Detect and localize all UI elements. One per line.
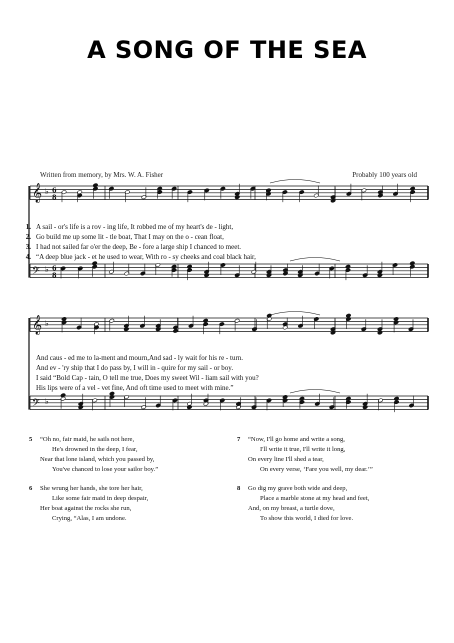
verse-text: And, on my breast, a turtle dove,: [248, 505, 335, 512]
verse-number: 5: [29, 436, 33, 443]
verse-line: [248, 455, 438, 465]
lyric-line: [18, 252, 434, 262]
note-head-icon: [93, 183, 98, 188]
verse-line: [40, 455, 230, 465]
treble-clef-icon: 𝄞: [32, 183, 43, 203]
verse-text: “Now, I'll go home and write a song,: [248, 436, 345, 443]
verse-text: Go dig my grave both wide and deep,: [248, 485, 348, 492]
note-head-icon: [267, 313, 272, 318]
verse-line: [29, 435, 230, 445]
verse-text: Crying, “Alas, I am undone.: [52, 515, 127, 522]
credit-date: Probably 100 years old: [352, 171, 417, 179]
verse-5: [29, 435, 230, 475]
lyric-text: His lips were of a vel - vet fine, And oft time used to meet with mine.”: [36, 384, 234, 392]
flat-sign-icon: ♭: [45, 319, 49, 328]
note-head-icon: [187, 264, 192, 269]
verse-text: You've chanced to lose your sailor boy.”: [52, 466, 159, 473]
verse-line: [40, 514, 230, 524]
lyric-text: I said “Bold Cap - tain, O tell me true, Does my sweet Wil - liam sail with you?: [36, 374, 259, 382]
note-head-icon: [394, 396, 399, 401]
verse-text: I'll write it true, I'll write it long,: [260, 446, 346, 453]
credit-author: Written from memory, by Mrs. W. A. Fisher: [40, 171, 164, 179]
lyric-text: And ev - 'ry ship that I do pass by, I will in - quire for my sail - or boy.: [36, 364, 234, 372]
note-head-icon: [203, 318, 208, 323]
verse-number: 2.: [25, 233, 31, 241]
treble-clef-icon: 𝄞: [32, 315, 43, 335]
note-head-icon: [377, 330, 382, 335]
verse-number: 1.: [25, 223, 31, 231]
verse-text: On every line I'll shed a tear,: [248, 456, 324, 463]
verse-6: [29, 484, 230, 524]
lyric-line: [18, 232, 434, 242]
lyric-line: [18, 383, 434, 393]
lyric-line: [18, 353, 434, 363]
verse-text: “Oh no, fair maid, he sails not here,: [40, 436, 135, 443]
lyric-line: [18, 222, 434, 232]
verse-text: Place a marble stone at my head and feet,: [260, 495, 370, 502]
lyric-line: [18, 373, 434, 383]
song-title: A SONG OF THE SEA: [87, 36, 367, 64]
system-1-lyrics: [18, 222, 434, 262]
verse-line: [248, 504, 438, 514]
note-head-icon: [393, 317, 398, 322]
lyric-text: A sail - or's life is a rov - ing life, It robbed me of my heart's de - light,: [36, 223, 234, 231]
verse-text: Her boat against the rocks she run,: [40, 505, 132, 512]
verse-line: [40, 445, 230, 455]
note-head-icon: [410, 186, 415, 191]
verse-line: [237, 484, 438, 494]
verse-line: [40, 494, 230, 504]
verse-number: 3.: [25, 243, 31, 251]
verse-number: 6: [29, 485, 33, 492]
verse-text: To show this world, I died for love.: [260, 515, 354, 522]
time-signature-icon: 8: [52, 271, 57, 280]
note-head-icon: [78, 405, 83, 410]
lyric-line: [18, 242, 434, 252]
lyric-text: I had not sailed far o'er the deep, Be - fore a large ship I chanced to meet.: [36, 243, 242, 251]
lyric-text: Go build me up some lit - tle boat, That I may on the o - cean float,: [36, 233, 224, 241]
note-head-icon: [204, 273, 209, 278]
note-head-icon: [362, 405, 367, 410]
time-signature-icon: 6: [52, 264, 57, 273]
lyric-line: [18, 363, 434, 373]
flat-sign-icon: ♭: [45, 187, 49, 196]
note-head-icon: [60, 393, 65, 398]
verse-line: [40, 465, 230, 475]
bass-clef-icon: 𝄢: [32, 265, 40, 279]
note-head-icon: [377, 273, 382, 278]
verse-8: [237, 484, 438, 524]
verse-number: 7: [237, 436, 241, 443]
verse-text: She wrung her hands, she tore her hair,: [40, 485, 143, 492]
note-head-icon: [330, 330, 335, 335]
verse-line: [237, 435, 438, 445]
note-head-icon: [330, 198, 335, 203]
system-2-lyrics: [18, 353, 434, 393]
time-signature-icon: 8: [52, 193, 57, 202]
slur-mark: [270, 312, 320, 316]
note-head-icon: [235, 195, 240, 200]
note-head-icon: [187, 405, 192, 410]
verse-line: [248, 514, 438, 524]
note-head-icon: [173, 329, 178, 334]
verse-line: [40, 504, 230, 514]
verse-7: [237, 435, 438, 475]
verse-text: Near that lone island, which you passed by,: [40, 456, 155, 463]
verse-text: He's drowned in the deep, I fear,: [52, 446, 138, 453]
verse-line: [29, 484, 230, 494]
time-signature-icon: 6: [52, 186, 57, 195]
note-head-icon: [124, 327, 129, 332]
verse-text: Like some fair maid in deep despair,: [52, 495, 149, 502]
verse-line: [248, 494, 438, 504]
verse-number: 4.: [25, 253, 31, 261]
flat-sign-icon: ♭: [45, 397, 49, 406]
verse-line: [248, 445, 438, 455]
flat-sign-icon: ♭: [45, 265, 49, 274]
lyric-text: And caus - ed me to la-ment and mourn,And sad - ly wait for his re - turn.: [36, 354, 244, 362]
verse-number: 8: [237, 485, 241, 492]
note-head-icon: [61, 317, 66, 322]
lyric-text: “A deep blue jack - et he used to wear, With ro - sy cheeks and coal black hair,: [36, 253, 256, 261]
note-head-icon: [345, 264, 350, 269]
verse-text: On every verse, ‘Fare you well, my dear.’”: [260, 466, 373, 473]
note-head-icon: [346, 313, 351, 318]
slur-mark: [270, 180, 320, 184]
bass-clef-icon: 𝄢: [32, 397, 40, 411]
verse-line: [248, 465, 438, 475]
